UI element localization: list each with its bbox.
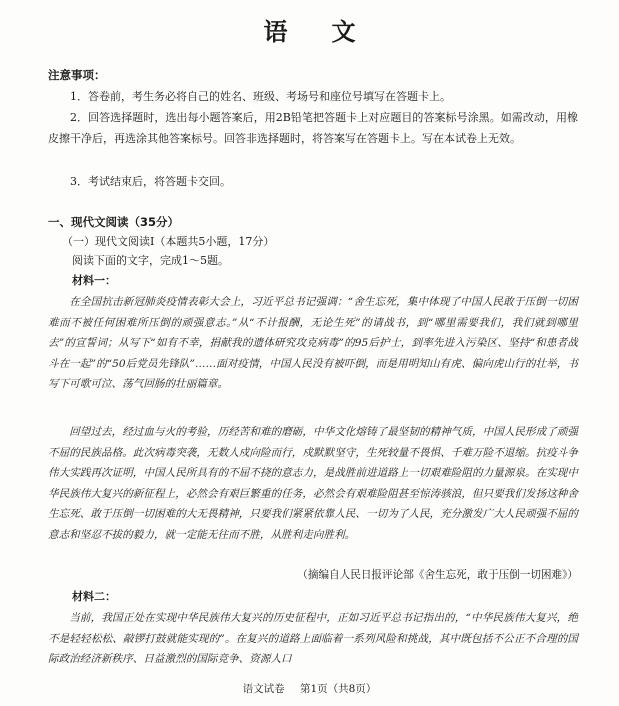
reading-instruction: 阅读下面的文字，完成1～5题。 <box>72 254 229 267</box>
page-title: 语文 <box>263 17 400 46</box>
footer-subject: 语文试卷 <box>242 683 285 695</box>
material-1-source: （摘编自人民日报评论部《舍生忘死，敢于压倒一切困难》） <box>297 569 578 581</box>
notice-item-2: 2．回答选择题时，选出每小题答案后，用2B铅笔把答题卡上对应题目的答案标号涂黑。如需改动，用橡皮擦干净后，再选涂其他答案标号。回答非选择题时，将答案写在答题卡上。写在本试卷上无效。 <box>48 111 578 145</box>
material-1-paragraph-1: 在全国抗击新冠肺炎疫情表彰大会上，习近平总书记强调：“舍生忘死，集中体现了中国人民敢于压倒一切困难而不被任何困难所压倒的顽强意志。”从“不计报酬，无论生死”的请战书，到“哪里需要我们，我们就到哪里去”的宣誓词；从写下“如有不幸，捐献我的遗体研究攻克病毒”的95后护士，到率先进入污染区、坚持“和患者战斗在一起”的“50后党员先锋队”……面对疫情，中国人民没有被吓倒，而是用明知山有虎、偏向虎山行的壮举，书写下可歌可泣、荡气回肠的壮丽篇章。 <box>48 296 578 390</box>
footer-page-number: 第1页（共8页） <box>299 683 377 695</box>
notice-heading: 注意事项： <box>48 68 106 82</box>
material-1-paragraph-2: 回望过去，经过血与火的考验，历经苦和难的磨砺，中华文化熔铸了最坚韧的精神气质，中国人民形成了顽强不屈的民族品格。此次病毒突袭，无数人戍向险而行，戍默默坚守，生死较量不畏惧、千难万险不退缩。抗疫斗争伟大实践再次证明，中国人民所具有的不屈不挠的意志力，是战胜前进道路上一切艰难险阻的力量源泉。在实现中华民族伟大复兴的新征程上，必然会有艰巨繁重的任务，必然会有艰难险阻甚至惊涛骇浪，但只要我们发扬这种舍生忘死、敢于压倒一切困难的大无畏精神，只要我们紧紧依靠人民、一切为了人民，充分激发广大人民顽强不屈的意志和坚忍不拔的毅力，就一定能无往而不胜，从胜利走向胜利。 <box>48 426 578 541</box>
notice-item-1: 1．答卷前，考生务必将自己的姓名、班级、考场号和座位号填写在答题卡上。 <box>70 90 451 103</box>
page-footer <box>0 681 619 696</box>
material-2-paragraph-1: 当前，我国正处在实现中华民族伟大复兴的历史征程中，正如习近平总书记指出的，“中华民族伟大复兴，绝不是轻轻松松、敲锣打鼓就能实现的”。在复兴的道路上面临着一系列风险和挑战，其中既包括不公正不合理的国际政治经济新秩序、日益激烈的国际竞争、资源人口 <box>48 612 578 665</box>
notice-item-3: 3．考试结束后，将答题卡交回。 <box>70 175 231 188</box>
section-heading: 一、现代文阅读（35分） <box>48 215 180 229</box>
subsection-heading: （一）现代文阅读Ⅰ（本题共5小题，17分） <box>62 235 275 248</box>
material-1-label: 材料一： <box>72 274 116 287</box>
material-2-label: 材料二： <box>72 590 116 603</box>
